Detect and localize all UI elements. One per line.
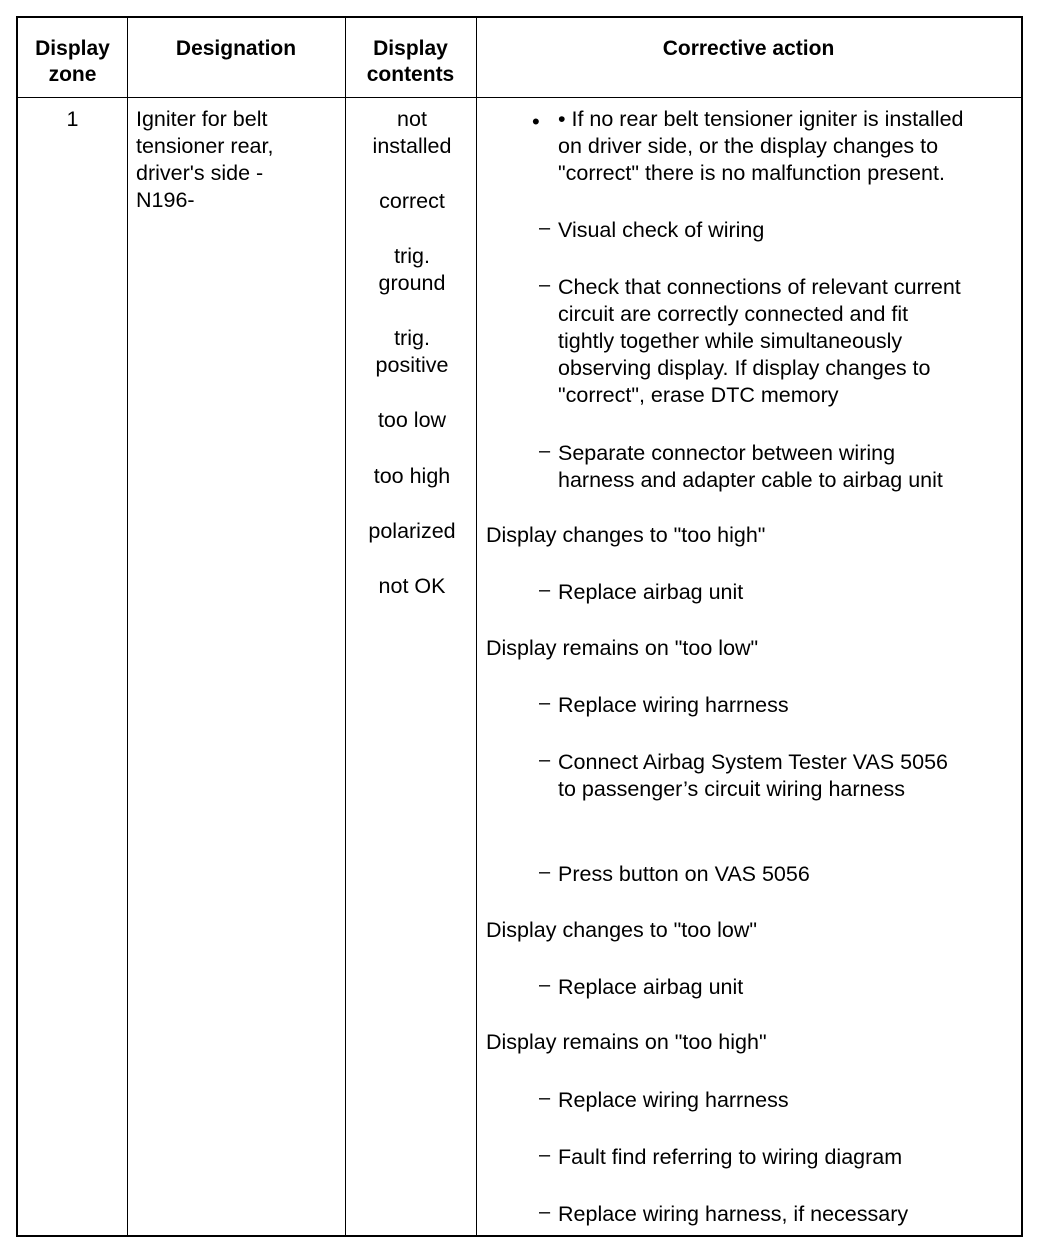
action-step: Check that connections of relevant current circuit are correctly connected and fit tightly together while simultaneously observing display. If display changes to "correct", erase DTC memory	[558, 275, 961, 407]
header-corrective-action: Corrective action	[662, 37, 835, 60]
action-step: Replace wiring harrness	[558, 693, 789, 717]
action-step: Press button on VAS 5056	[558, 862, 810, 886]
display-contents-item: trig. ground	[378, 244, 446, 295]
dash-marker: –	[539, 1144, 551, 1166]
action-step: Separate connector between wiring harness and adapter cable to airbag unit	[558, 441, 943, 492]
action-step: Fault find referring to wiring diagram	[558, 1145, 903, 1169]
action-condition: Display remains on "too high"	[486, 1030, 767, 1054]
action-step: Replace airbag unit	[558, 975, 744, 999]
dash-marker: –	[539, 1087, 551, 1109]
bullet-marker: •	[532, 109, 540, 134]
action-condition: Display changes to "too high"	[486, 523, 766, 547]
display-contents-item: correct	[379, 189, 445, 213]
action-step: Connect Airbag System Tester VAS 5056 to passenger’s circuit wiring harness	[558, 750, 949, 801]
dash-marker: –	[539, 974, 551, 996]
action-step: Visual check of wiring	[558, 218, 765, 242]
action-condition: Display changes to "too low"	[486, 918, 758, 942]
dash-marker: –	[539, 274, 551, 296]
display-contents-item: trig. positive	[375, 326, 449, 377]
dash-marker: –	[539, 749, 551, 771]
display-contents-item: polarized	[368, 519, 456, 543]
header-designation: Designation	[175, 37, 297, 60]
repair-table	[16, 16, 1023, 1237]
action-step: Replace airbag unit	[558, 580, 744, 604]
display-contents-item: not OK	[378, 574, 446, 598]
dash-marker: –	[539, 440, 551, 462]
designation-value: Igniter for belt tensioner rear, driver's side - N196-	[136, 107, 274, 212]
action-condition: Display remains on "too low"	[486, 636, 759, 660]
action-note: • If no rear belt tensioner igniter is installed on driver side, or the display changes to "correct" there is no malfunction present.	[558, 107, 964, 185]
display-contents-item: not installed	[372, 107, 452, 158]
header-divider	[18, 97, 1021, 98]
column-divider	[127, 18, 128, 1235]
display-contents-item: too low	[377, 408, 447, 432]
display-zone-value: 1	[66, 107, 79, 131]
dash-marker: –	[539, 217, 551, 239]
dash-marker: –	[539, 861, 551, 883]
header-display-zone: Display zone	[35, 37, 110, 86]
dash-marker: –	[539, 692, 551, 714]
dash-marker: –	[539, 1201, 551, 1223]
header-display-contents: Display contents	[366, 37, 455, 86]
action-step: Replace wiring harrness	[558, 1088, 789, 1112]
action-step: Replace wiring harness, if necessary	[558, 1202, 909, 1226]
dash-marker: –	[539, 579, 551, 601]
display-contents-item: too high	[373, 464, 451, 488]
